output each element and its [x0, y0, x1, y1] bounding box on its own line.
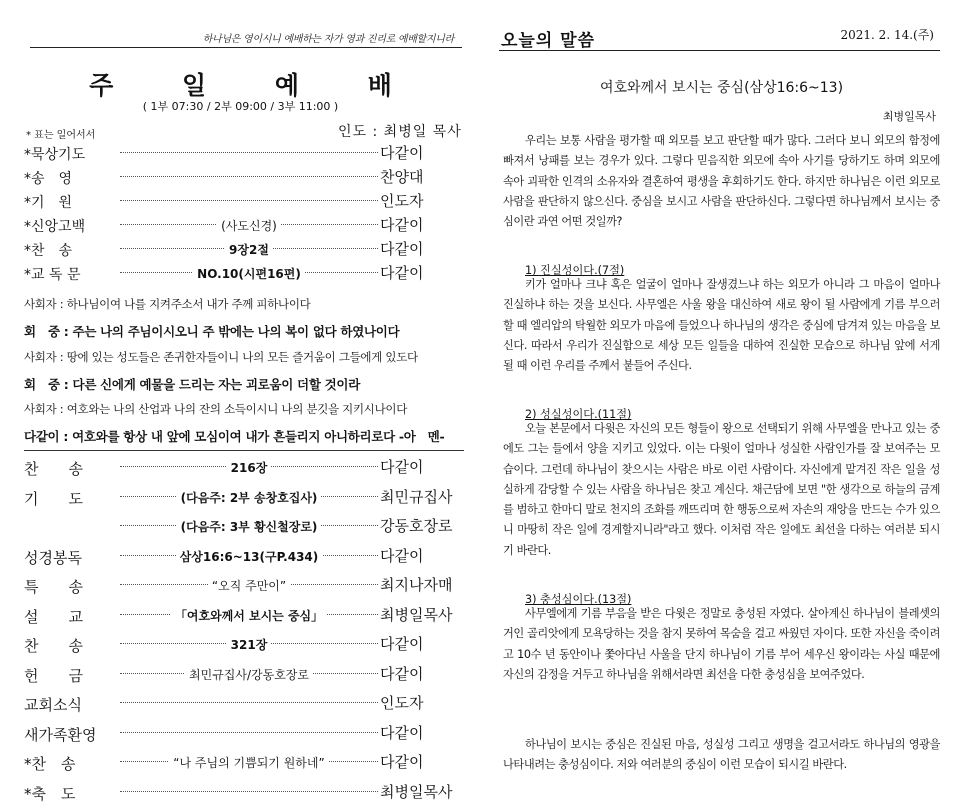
dotted-leader — [120, 200, 378, 201]
order-row — [24, 722, 464, 744]
order-item-person: 다같이 — [380, 664, 424, 683]
order-row — [24, 692, 464, 714]
order-item-person: 찬양대 — [380, 168, 424, 186]
order-item-person: 강동호장로 — [380, 517, 453, 535]
sermon-panel — [481, 0, 962, 809]
order-item-detail: (사도신경) — [120, 217, 378, 234]
order-row — [24, 545, 464, 567]
order-row — [24, 486, 464, 508]
order-item-detail: “나 주님의 기쁨되기 원하네” — [120, 754, 378, 771]
order-row — [24, 663, 464, 685]
order-row — [24, 166, 464, 188]
service-times: ( 1부 07:30 / 2부 09:00 / 3부 11:00 ) — [142, 100, 339, 113]
sermon-intro: 우리는 보통 사람을 평가할 때 외모를 보고 판단할 때가 많다. 그러다 보니 외모의 함정에 빠져서 낭패를 보는 경우가 있다. 그렇다 믿음직한 외모에 속아 사기를 당하기도 하며 외모에 속아 괴팍한 인격의 소유자와 결혼하여 평생을 후회하기도 한다. 하지만 하나님은 이런 외모로 사람을 판단하지 않으신다. 중심을 보시고 사람을 판단하신다. 그렇다면 하나님께서 보시는 중심이란 과연 어떤 것일까? — [503, 134, 940, 229]
order-item-label: 기 도 — [24, 489, 83, 508]
order-item-detail: 321장 — [120, 636, 378, 653]
order-item-label: *축 도 — [24, 784, 76, 803]
order-item-person: 인도자 — [380, 192, 424, 210]
sermon-conclusion: 하나님이 보시는 중심은 진실된 마음, 성실성 그리고 생명을 걸고서라도 하나님의 영광을 나타내려는 충성심이다. 저와 여러분의 중심이 이런 모습이 되시길 바란다. — [503, 738, 940, 772]
responsive-line: 사회자 : 여호와는 나의 산업과 나의 잔의 소득이시니 나의 분깃을 지키시나이다 — [24, 402, 408, 416]
order-item-label: 성경봉독 — [24, 548, 82, 567]
point-heading: 2) 성실성이다.(11절) — [525, 408, 632, 421]
sermon-date: 2021. 2. 14.(주) — [840, 28, 934, 42]
order-item-detail: (다음주: 2부 송창호집사) — [120, 489, 378, 506]
responsive-line: 사회자 : 땅에 있는 성도들은 존귀한자들이니 나의 모든 즐거움이 그들에게 있도다 — [24, 350, 418, 364]
order-item-person: 다같이 — [380, 216, 424, 234]
order-item-label: 설 교 — [24, 607, 83, 626]
sermon-title: 여호와께서 보시는 중심(삼상16:6~13) — [599, 80, 844, 96]
order-item-person: 다같이 — [380, 240, 424, 258]
order-item-person: 다같이 — [380, 264, 424, 282]
point-body: 사무엘에게 기름 부음을 받은 다윗은 정말로 충성된 자였다. 살아계신 하나님이 블레셋의 거인 골리앗에게 모욕당하는 것을 참지 못하여 목숨을 걸고 싸웠던 자이다. 또한 자신을 죽이려고 10수 년 동안이나 쫓아다닌 사울을 단지 하나님이 기름 부어 세우신 왕이라는 사실 때문에 자신의 감정을 거두고 하나님을 위해서라면 최선을 다한 충성심을 보여주었다. — [503, 607, 940, 681]
order-row — [24, 781, 464, 803]
order-item-person: 다같이 — [380, 546, 424, 565]
point-body: 키가 얼마나 크냐 혹은 얼굴이 얼마나 잘생겼느냐 하는 외모가 아니라 그 마음이 얼마나 진실하냐 하는 것을 보신다. 사무엘은 사울 왕을 대신하여 새로 왕이 될 사람에게 기름 부으러 할 때 엘리압의 탁월한 외모가 마음에 들었으나 하나님의 생각은 중심에 담겨져 있는 마음을 보신다. 따라서 우리가 진실함으로 세상 모든 일들을 대하여 진실한 모습으로 하나님 앞에 서게 될 때 이런 우리를 주께서 붙들어 주신다. — [503, 278, 940, 373]
service-leader: 인도 : 최병일 목사 — [338, 124, 462, 140]
dotted-leader — [120, 732, 378, 733]
responsive-line: 사회자 : 하나님이여 나를 지켜주소서 내가 주께 피하나이다 — [24, 297, 311, 311]
order-row — [24, 633, 464, 655]
order-item-label: *기 원 — [24, 195, 73, 211]
order-item-person: 최병일목사 — [380, 605, 453, 624]
order-row — [24, 238, 464, 260]
divider — [24, 450, 464, 451]
order-item-label: *묵상기도 — [24, 147, 86, 163]
order-row — [24, 456, 464, 478]
order-item-detail: 삼상16:6~13(구P.434) — [120, 548, 378, 565]
order-item-detail: 9장2절 — [120, 241, 378, 258]
order-item-label: *찬 송 — [24, 243, 73, 259]
stand-note: * 표는 일어서서 — [26, 130, 96, 141]
order-row — [24, 604, 464, 626]
order-item-label: 교회소식 — [24, 696, 82, 714]
order-item-detail: 「여호와께서 보시는 중심」 — [120, 607, 378, 624]
order-item-label: 헌 금 — [24, 666, 83, 685]
order-item-detail: 최민규집사/강동호장로 — [120, 666, 378, 683]
order-row — [24, 142, 464, 164]
dotted-leader — [120, 152, 378, 153]
order-item-label: *신앙고백 — [24, 219, 86, 235]
motto: 하나님은 영이시니 예배하는 자가 영과 진리로 예배할지니라 — [30, 30, 462, 48]
order-item-label: *송 영 — [24, 171, 73, 187]
order-item-person: 인도자 — [380, 694, 424, 712]
order-item-label: *교 독 문 — [24, 267, 81, 283]
order-item-detail: 216장 — [120, 459, 378, 476]
order-item-label: 찬 송 — [24, 460, 83, 478]
point-body: 오늘 본문에서 다윗은 자신의 모든 형들이 왕으로 선택되기 위해 사무엘을 만나고 있는 중에도 그는 들에서 양을 지키고 있었다. 이는 다윗이 얼마나 성실한 사람인가를 잘 보여주는 모습이다. 그런데 하나님이 찾으시는 사람은 바로 이런 사람이다. 자신에게 맡겨진 작은 일을 성실하게 감당할 수 있는 사람을 하나님은 찾고 계신다. 채근담에 보면 "한 생각으로 하늘의 금계를 범하고 한마디 말로 천지의 조화를 깨뜨리며 한 행동으로써 자손의 재앙을 만드는 수가 있으니 마땅히 작은 일에 경계할지니라"라고 했다. 이처럼 작은 일에도 최선을 다하는 여러분 되시기 바란다. — [503, 422, 940, 557]
preacher: 최병일목사 — [882, 110, 936, 123]
order-item-label: 새가족환영 — [24, 725, 97, 744]
order-item-person: 다같이 — [380, 144, 424, 162]
header-divider — [499, 50, 940, 51]
order-item-detail: “오직 주만이” — [120, 577, 378, 594]
dotted-leader — [120, 702, 378, 703]
responsive-line: 회 중 : 다른 신에게 예물을 드리는 자는 괴로움이 더할 것이라 — [24, 377, 360, 392]
point-heading: 3) 충성심이다.(13절) — [525, 593, 632, 606]
order-item-person: 최병일목사 — [380, 782, 453, 801]
order-item-detail: NO.10(시편16편) — [120, 265, 378, 282]
order-item-detail: (다음주: 3부 황신철장로) — [120, 518, 378, 535]
order-row — [24, 214, 464, 236]
order-item-person: 다같이 — [380, 458, 424, 476]
point-heading: 1) 진실성이다.(7절) — [525, 264, 625, 277]
order-item-person: 최민규집사 — [380, 487, 453, 506]
order-item-label: 특 송 — [24, 578, 83, 596]
responsive-line: 다같이 : 여호와를 항상 내 앞에 모심이여 내가 흔들리지 아니하리로다 -아 멘- — [24, 429, 445, 444]
order-item-label: *찬 송 — [24, 755, 76, 773]
order-item-person: 최지나자매 — [380, 576, 453, 594]
order-row — [24, 515, 464, 537]
order-row — [24, 751, 464, 773]
sermon-header-title: 오늘의 말씀 — [501, 31, 596, 51]
order-item-person: 다같이 — [380, 753, 424, 771]
order-row — [24, 262, 464, 284]
order-item-person: 다같이 — [380, 723, 424, 742]
order-row — [24, 574, 464, 596]
service-title: 주 일 예 배 — [89, 71, 422, 100]
order-row — [24, 190, 464, 212]
order-item-person: 다같이 — [380, 635, 424, 653]
order-item-label: 찬 송 — [24, 637, 83, 655]
dotted-leader — [120, 791, 378, 792]
dotted-leader — [120, 176, 378, 177]
responsive-line: 회 중 : 주는 나의 주님이시오니 주 밖에는 나의 복이 없다 하였나이다 — [24, 324, 400, 339]
